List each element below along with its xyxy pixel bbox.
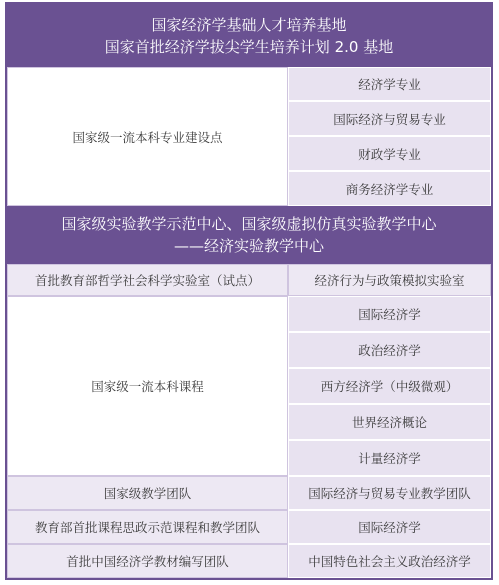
tail-row-right — [288, 510, 491, 544]
tail-row-right-text: 中国特色社会主义政治经济学 — [308, 554, 471, 569]
course-item — [288, 368, 491, 404]
course-item-text: 国际经济学 — [358, 307, 421, 322]
course-item — [288, 296, 491, 332]
tail-row-left-text: 首批中国经济学教材编写团队 — [66, 554, 229, 569]
major-item-text: 经济学专业 — [358, 77, 421, 92]
tail-row-right-text: 国际经济与贸易专业教学团队 — [308, 486, 471, 501]
major-item — [288, 67, 491, 101]
course-item — [288, 332, 491, 368]
major-item-text: 财政学专业 — [358, 146, 421, 162]
tail-row-left-text: 国家级教学团队 — [103, 486, 192, 501]
major-item — [288, 101, 491, 136]
section1-left-text: 国家级一流本科专业建设点 — [72, 129, 223, 145]
course-item-text: 西方经济学（中级微观） — [320, 379, 459, 394]
course-item-text: 政治经济学 — [358, 343, 421, 358]
course-item — [288, 404, 491, 440]
section2-left-text: 国家级一流本科课程 — [91, 379, 204, 394]
header-talent-base-line1: 国家经济学基础人才培养基地 — [151, 15, 347, 34]
tail-row-right — [288, 544, 491, 578]
tail-row-left — [7, 510, 288, 544]
course-item-text: 计量经济学 — [358, 451, 421, 466]
header-experiment-center-line1: 国家级实验教学示范中心、国家级虚拟仿真实验教学中心 — [61, 215, 437, 233]
major-item-text: 国际经济与贸易专业 — [333, 111, 446, 127]
tail-row-left-text: 教育部首批课程思政示范课程和教学团队 — [34, 520, 260, 535]
lab-row-left-text: 首批教育部哲学社会科学实验室（试点） — [34, 273, 260, 288]
lab-row-right-text: 经济行为与政策模拟实验室 — [314, 273, 465, 288]
header-experiment-center-line2: ——经济实验教学中心 — [173, 237, 324, 255]
header-talent-base-line2: 国家首批经济学拔尖学生培养计划 2.0 基地 — [104, 37, 394, 56]
section2-left-label — [7, 296, 288, 476]
major-item — [288, 136, 491, 171]
honors-table — [5, 2, 493, 580]
header-talent-base — [7, 4, 491, 67]
tail-row-right — [288, 476, 491, 510]
header-experiment-center — [7, 206, 491, 264]
section1-left-label — [7, 67, 288, 206]
lab-row-left — [7, 264, 288, 296]
course-item-text: 世界经济概论 — [351, 415, 427, 430]
lab-row-right — [288, 264, 491, 296]
major-item — [288, 171, 491, 206]
course-item — [288, 440, 491, 476]
tail-row-right-text: 国际经济学 — [358, 520, 421, 535]
major-item-text: 商务经济学专业 — [345, 181, 434, 197]
tail-row-left — [7, 544, 288, 578]
tail-row-left — [7, 476, 288, 510]
